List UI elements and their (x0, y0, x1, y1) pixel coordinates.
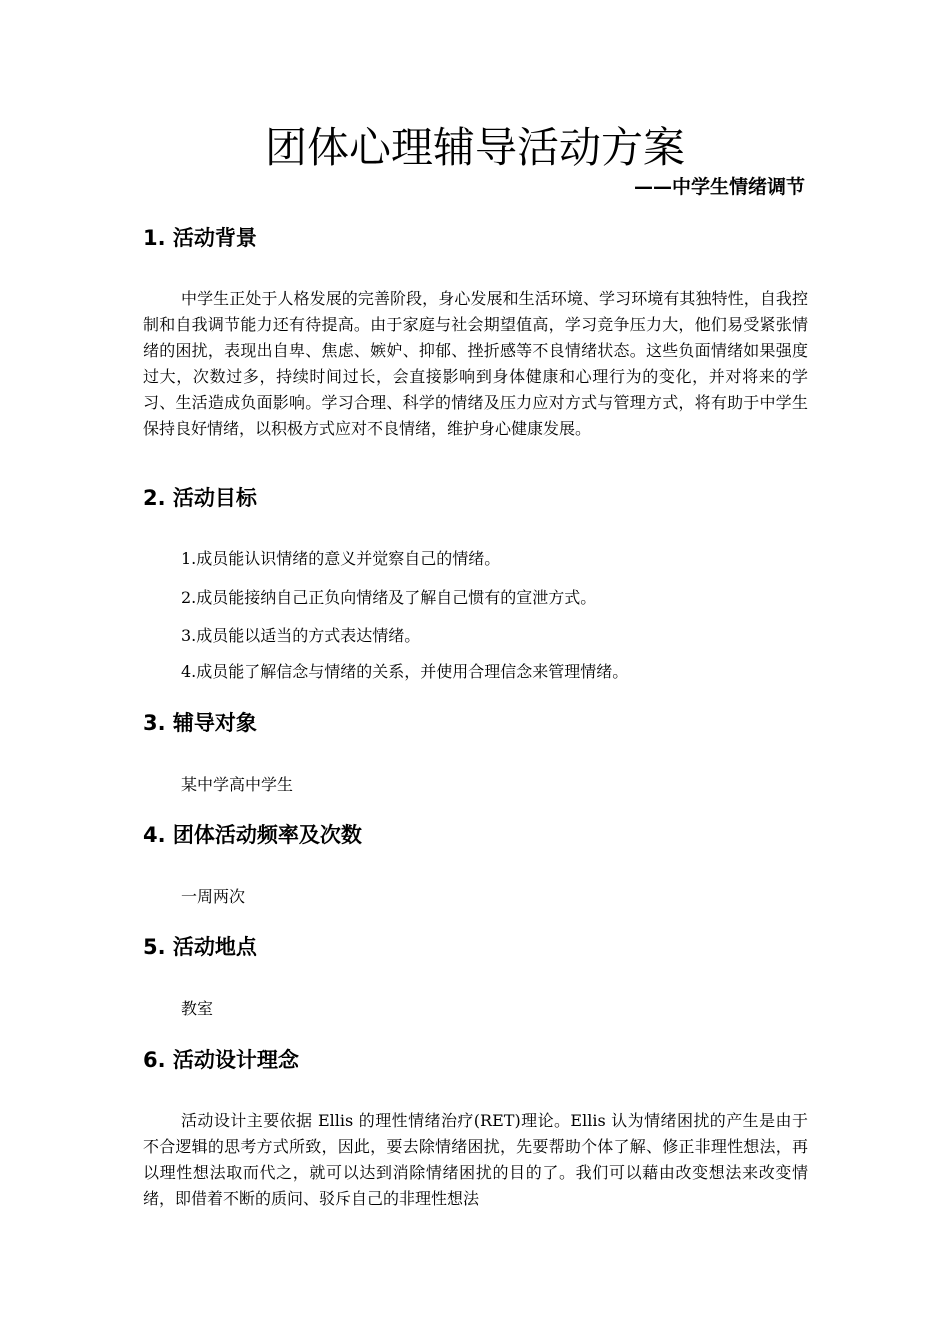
section-heading-frequency: 4. 团体活动频率及次数 (143, 823, 362, 847)
section-heading-target: 3. 辅导对象 (143, 711, 257, 735)
section-heading-location: 5. 活动地点 (143, 935, 257, 959)
document-title: 团体心理辅导活动方案 (264, 123, 685, 172)
goal-item: 4.成员能了解信念与情绪的关系，并使用合理信念来管理情绪。 (181, 662, 629, 681)
section-heading-goals: 2. 活动目标 (143, 486, 257, 510)
section-text-frequency: 一周两次 (181, 887, 246, 906)
section-text-target: 某中学高中学生 (181, 775, 294, 794)
goal-item: 2.成员能接纳自己正负向情绪及了解自己惯有的宣泄方式。 (181, 588, 597, 607)
goal-item: 3.成员能以适当的方式表达情绪。 (181, 626, 421, 645)
section-heading-design-concept: 6. 活动设计理念 (143, 1048, 299, 1072)
goal-item: 1.成员能认识情绪的意义并觉察自己的情绪。 (181, 549, 501, 568)
section-paragraph-design-concept: 活动设计主要依据 Ellis 的理性情绪治疗(RET)理论。Ellis 认为情绪困扰的产生是由于不合逻辑的思考方式所致，因此，要去除情绪困扰，先要帮助个体了解、修正非理性想法，再以理性想法取而代之，就可以达到消除情绪困扰的目的了。我们可以藉由改变想法来改变情绪，即借着不断的质问、驳斥自己的非理性想法 (143, 1111, 808, 1208)
section-text-location: 教室 (181, 999, 214, 1018)
section-heading-background: 1. 活动背景 (143, 226, 257, 250)
document-subtitle: ——中学生情绪调节 (633, 176, 805, 198)
section-paragraph-background: 中学生正处于人格发展的完善阶段，身心发展和生活环境、学习环境有其独特性，自我控制和自我调节能力还有待提高。由于家庭与社会期望值高，学习竞争压力大，他们易受紧张情绪的困扰，表现出自卑、焦虑、嫉妒、抑郁、挫折感等不良情绪状态。这些负面情绪如果强度过大，次数过多，持续时间过长，会直接影响到身体健康和心理行为的变化，并对将来的学习、生活造成负面影响。学习合理、科学的情绪及压力应对方式与管理方式，将有助于中学生保持良好情绪，以积极方式应对不良情绪，维护身心健康发展。 (143, 289, 808, 438)
